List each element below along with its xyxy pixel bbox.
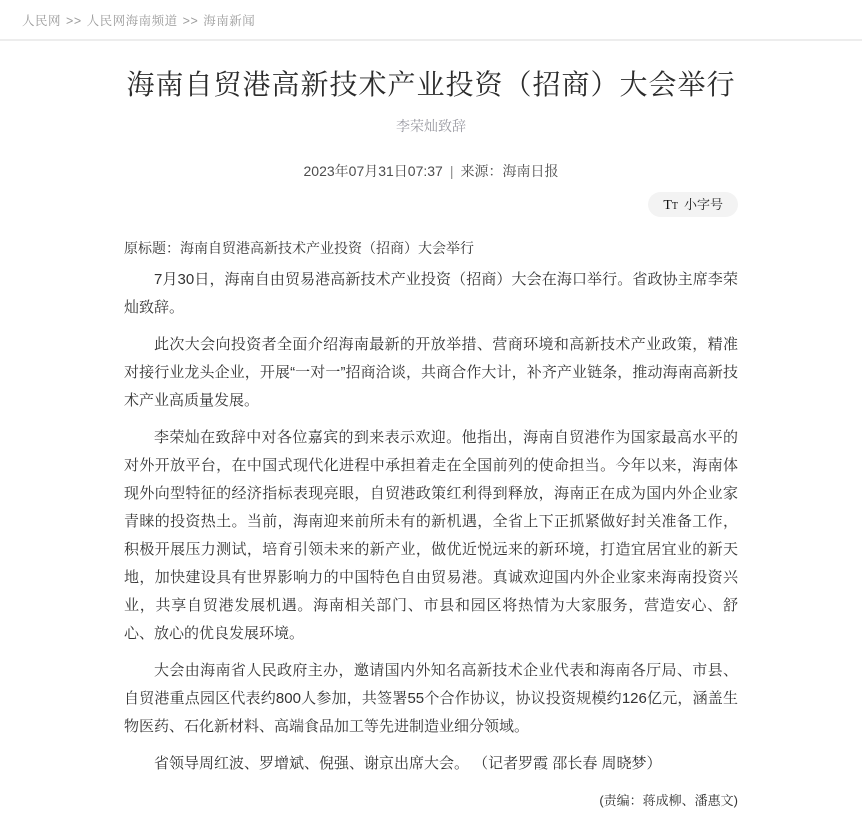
breadcrumb-link-hainan-channel[interactable]: 人民网海南频道: [86, 14, 178, 28]
article-meta: [124, 161, 738, 181]
article-paragraph: 此次大会向投资者全面介绍海南最新的开放举措、营商环境和高新技术产业政策，精准对接行业龙头企业，开展“一对一”招商洽谈，共商合作大计，补齐产业链条，推动海南高新技术产业高质量发展。: [124, 335, 738, 409]
article-paragraph: 李荣灿在致辞中对各位嘉宾的到来表示欢迎。他指出，海南自贸港作为国家最高水平的对外开放平台，在中国式现代化进程中承担着走在全国前列的使命担当。今年以来，海南体现外向型特征的经济指标表现亮眼，自贸港政策红利得到释放，海南正在成为国内外企业家青睐的投资热土。当前，海南迎来前所未有的新机遇，全省上下正抓紧做好封关准备工作，积极开展压力测试，培育引领未来的新产业，做优近悦远来的新环境，打造宜居宜业的新天地，加快建设具有世界影响力的中国特色自由贸易港。真诚欢迎国内外企业家来海南投资兴业，共享自贸港发展机遇。海南相关部门、市县和园区将热情为大家服务，营造安心、舒心、放心的优良发展环境。: [124, 428, 738, 642]
article-content: [124, 68, 738, 809]
breadcrumb: [0, 0, 862, 39]
font-size-icon-large-t: T: [663, 197, 672, 213]
article-paragraph: 省领导周红波、罗增斌、倪强、谢京出席大会。 （记者罗霞 邵长春 周晓梦）: [154, 754, 662, 772]
article-paragraph: 大会由海南省人民政府主办，邀请国内外知名高新技术企业代表和海南各厅局、市县、自贸港重点园区代表约800人参加，共签署55个合作协议，协议投资规模约126亿元，涵盖生物医药、石化新材料、高端食品加工等先进制造业细分领域。: [124, 661, 738, 735]
breadcrumb-link-hainan-news[interactable]: 海南新闻: [203, 14, 256, 28]
breadcrumb-link-people-net[interactable]: 人民网: [22, 14, 62, 28]
article-toolbar: [124, 192, 738, 217]
header-divider: [0, 39, 862, 41]
article-body: [124, 266, 738, 778]
breadcrumb-separator: >>: [182, 14, 199, 28]
editors-note: (责编：蒋成柳、潘惠文): [599, 792, 738, 808]
article-paragraph: 7月30日，海南自由贸易港高新技术产业投资（招商）大会在海口举行。省政协主席李荣灿致辞。: [124, 270, 738, 316]
source-name[interactable]: 海南日报: [502, 162, 559, 179]
font-size-icon: [663, 192, 678, 219]
font-size-icon-small-t: T: [671, 200, 678, 212]
original-title: 原标题：海南自贸港高新技术产业投资（招商）大会举行: [124, 239, 474, 256]
article-title: 海南自贸港高新技术产业投资（招商）大会举行: [126, 69, 736, 100]
meta-separator: |: [449, 162, 454, 179]
publish-date: 2023年07月31日07:37: [303, 162, 443, 179]
article-subtitle: 李荣灿致辞: [396, 117, 466, 134]
source-label: 来源：: [460, 162, 503, 179]
breadcrumb-separator: >>: [66, 14, 82, 28]
font-size-button-label: 小字号: [683, 196, 723, 212]
font-size-button[interactable]: [648, 192, 738, 217]
